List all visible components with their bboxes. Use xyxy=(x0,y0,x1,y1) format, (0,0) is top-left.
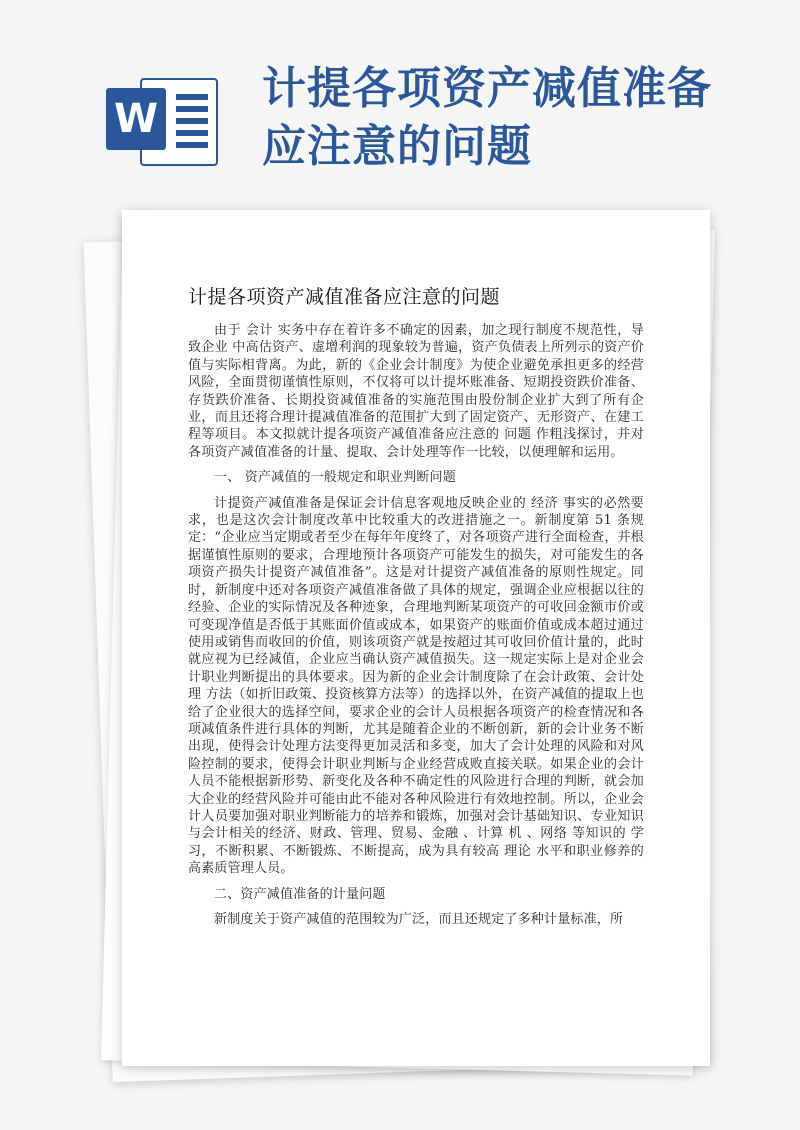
section-heading-1: 一、 资产减值的一般规定和职业判断问题 xyxy=(214,470,456,486)
text-line-icon xyxy=(176,94,208,100)
text-line-icon xyxy=(176,118,208,124)
document-page xyxy=(122,210,710,1066)
section-heading-2: 二、资产减值准备的计量问题 xyxy=(214,886,386,902)
paragraph-intro: 由于 会计 实务中存在着许多不确定的因素，加之现行制度不规范性，导致企业 中高估资产、虚增利润的现象较为普遍，资产负债表上所列示的资产价值与实际相背离。为此，新的《企业会计制度》为使企业避免承担更多的经营风险，全面贯彻谨慎性原则，不仅将可以计提坏账准备、短期投资跌价准备、存货跌价准备、长期投资减值准备的实施范围由股份制企业扩大到了所有企业，而且还将合理计提减值准备的范围扩大到了固定资产、无形资产、在建工程等项目。本文拟就计提各项资产减值准备应注意的 问题 作粗浅探讨，并对各项资产减值准备的计量、提取、会计处理等作一比较，以便理解和运用。 xyxy=(188,323,644,460)
word-document-icon: W xyxy=(106,88,166,150)
text-line-icon xyxy=(176,142,208,148)
text-line-icon xyxy=(176,130,208,136)
text-line-icon xyxy=(176,106,208,112)
paragraph-section-2: 新制度关于资产减值的范围较为广泛，而且还规定了多种计量标准，所 xyxy=(214,912,624,927)
paragraph-section-1: 计提资产减值准备是保证会计信息客观地反映企业的 经济 事实的必然要求，也是这次会计制度改革中比较重大的改进措施之一。新制度第 51 条规定：“企业应当定期或者至少在每年年度终了，对各项资产进行全面检查，并根据谨慎性原则的要求，合理地预计各项资产可能发生的损失，对可能发生的各项资产损失计提资产减值准备”。这是对计提资产减值准备的原则性规定。同时，新制度中还对各项资产减值准备做了具体的规定，强调企业应根据以往的经验、企业的实际情况及各种迹象，合理地判断某项资产的可收回金额市价或可变现净值是否低于其账面价值或成本，如果资产的账面价值或成本超过通过使用或销售而收回的价值，则该项资产就是按超过其可收回价值计量的，此时就应视为已经减值，企业应当确认资产减值损失。这一规定实际上是对企业会计职业判断提出的具体要求。因为新的企业会计制度除了在会计政策、会计处理 方法（如折旧政策、投资核算方法等）的选择以外，在资产减值的提取上也给了企业很大的选择空间，要求企业的会计人员根据各项资产的检查情况和各项减值条件进行具体的判断，尤其是随着企业的不断创新，新的会计业务不断出现，使得会计处理方法变得更加灵活和多变，加大了会计处理的风险和对风险控制的要求，使得会计职业判断与企业经营成败直接关联。如果企业的会计人员不能根据新形势、新变化及各种不确定性的风险进行合理的判断，就会加大企业的经营风险并可能由此不能对各种风险进行有效地控制。所以，企业会计人员要加强对职业判断能力的培养和锻炼，加强对会计基础知识、专业知识与会计相关的经济、财政、管理、贸易、金融 、计算 机 、网络 等知识的 学习，不断积累、不断锻炼、不断提高，成为具有较高 理论 水平和职业修养的高素质管理人员。 xyxy=(188,495,644,877)
word-logo xyxy=(106,72,218,168)
document-body xyxy=(188,322,644,928)
document-title: 计提各项资产减值准备应注意的问题 xyxy=(188,286,501,308)
banner-title: 计提各项资产减值准备应注意的问题 xyxy=(262,63,712,172)
